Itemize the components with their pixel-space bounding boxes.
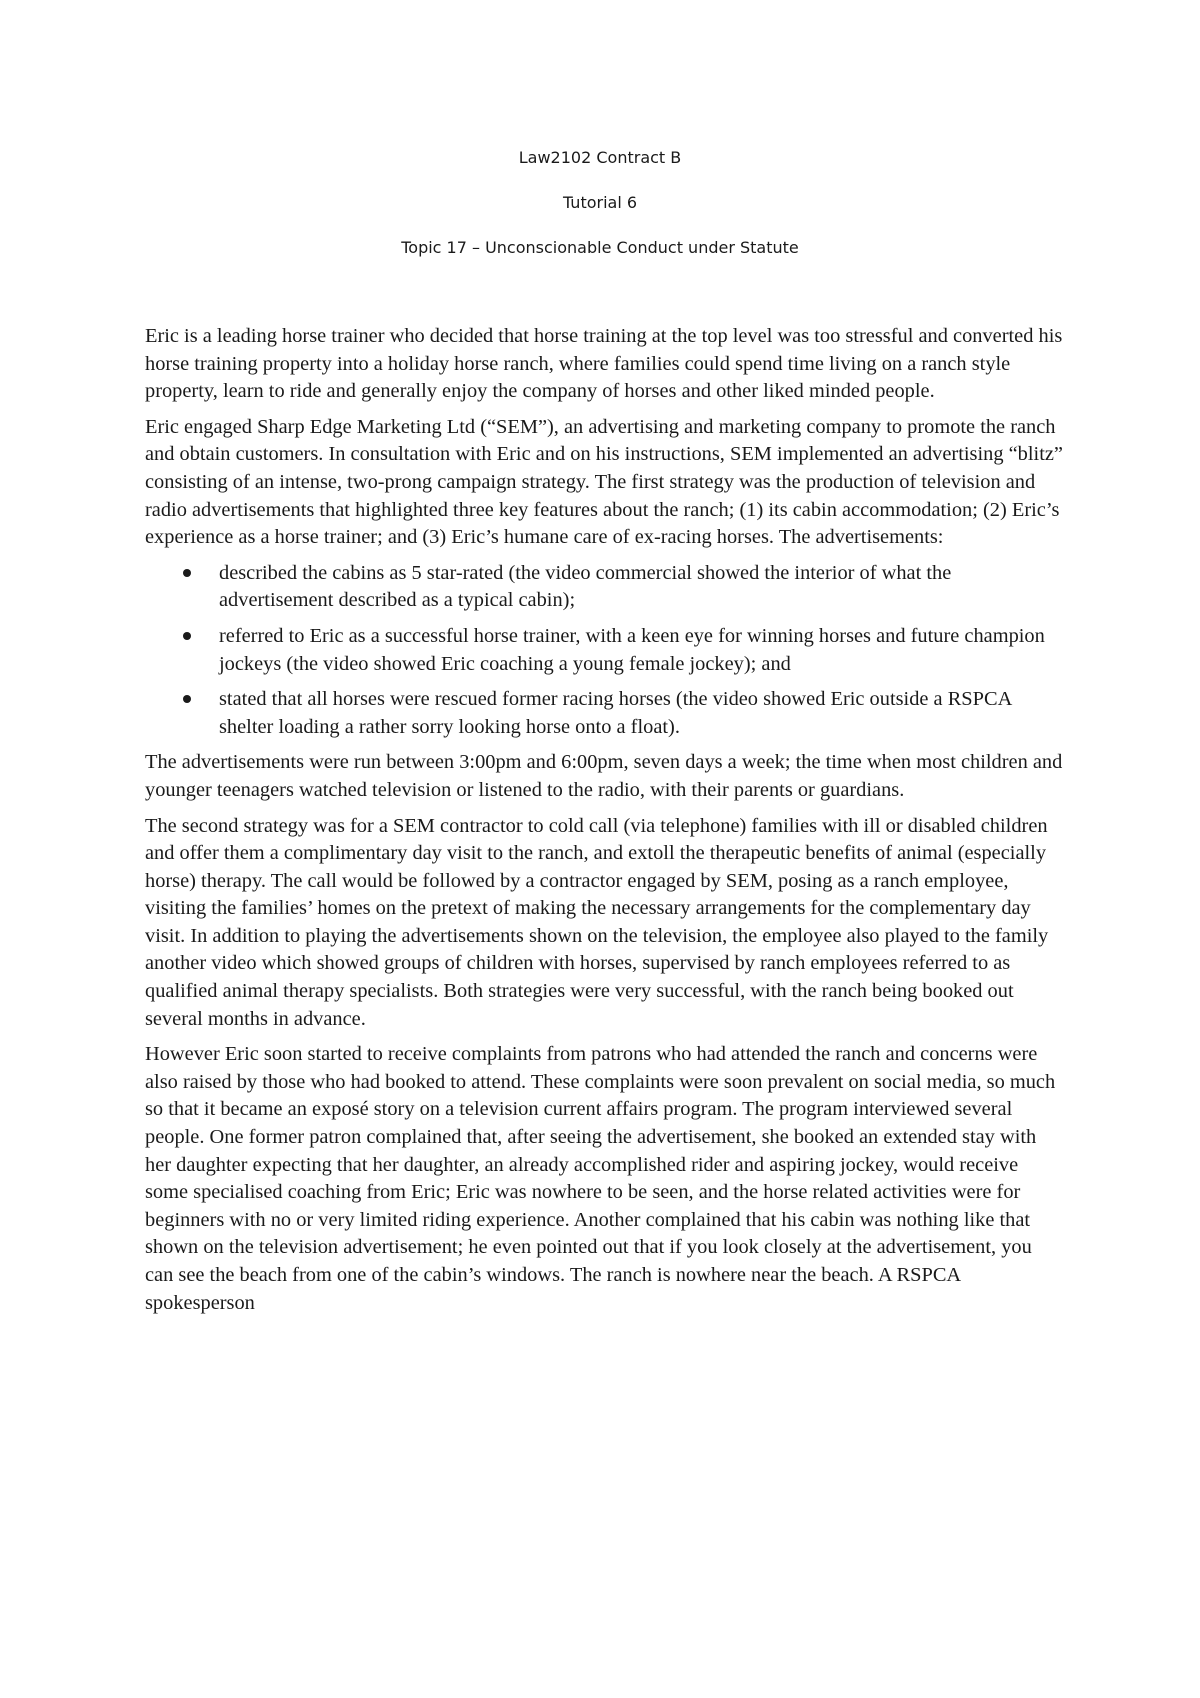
paragraph-second-strategy: The second strategy was for a SEM contractor to cold call (via telephone) families with ill or disabled children and offer them a complimentary day visit to the ranch, and extoll the therapeutic benefits of animal (especially horse) therapy. The call would be followed by a contractor engaged by SEM, posing as a ranch employee, visiting the families’ homes on the pretext of making the necessary arrangements for the complementary day visit. In addition to playing the advertisements shown on the television, the employee also played to the family another video which showed groups of children with horses, supervised by ranch employees referred to as qualified animal therapy specialists. Both strategies were very successful, with the ranch being booked out several months in advance. xyxy=(145,814,1049,1030)
paragraph-intro: Eric is a leading horse trainer who decided that horse training at the top level was too stressful and converted his horse training property into a holiday horse ranch, where families could spend time living on a ranch style property, learn to ride and generally enjoy the company of horses and other liked minded people. xyxy=(145,325,1063,403)
list-item xyxy=(145,686,1065,741)
list-item-text: described the cabins as 5 star-rated (the video commercial showed the interior of what the advertisement described as a typical cabin); xyxy=(219,561,952,612)
topic-title: Topic 17 – Unconscionable Conduct under Statute xyxy=(401,238,799,257)
list-item-text: referred to Eric as a successful horse trainer, with a keen eye for winning horses and future champion jockeys (the video showed Eric coaching a young female jockey); and xyxy=(219,624,1045,675)
paragraph-sem-engagement: Eric engaged Sharp Edge Marketing Ltd (“SEM”), an advertising and marketing company to promote the ranch and obtain customers. In consultation with Eric and on his instructions, SEM implemented an advertising “blitz” consisting of an intense, two-prong campaign strategy. The first strategy was the production of television and radio advertisements that highlighted three key features about the ranch; (1) its cabin accommodation; (2) Eric’s experience as a horse trainer; and (3) Eric’s humane care of ex-racing horses. The advertisements: xyxy=(145,415,1063,549)
bullet-icon xyxy=(183,695,191,703)
tutorial-title: Tutorial 6 xyxy=(562,193,638,212)
document-body xyxy=(145,323,1065,1325)
paragraph-complaints: However Eric soon started to receive complaints from patrons who had attended the ranch and concerns were also raised by those who had booked to attend. These complaints were soon prevalent on social media, so much so that it became an exposé story on a television current affairs program. The program interviewed several people. One former patron complained that, after seeing the advertisement, she booked an extended stay with her daughter expecting that her daughter, an already accomplished rider and aspiring jockey, would receive some specialised coaching from Eric; Eric was nowhere to be seen, and the horse related activities were for beginners with no or very limited riding experience. Another complained that his cabin was nothing like that shown on the television advertisement; he even pointed out that if you look closely at the advertisement, you can see the beach from one of the cabin’s windows. The ranch is nowhere near the beach. A RSPCA spokesperson xyxy=(145,1043,1056,1314)
list-item xyxy=(145,623,1065,678)
list-item xyxy=(145,560,1065,615)
bullet-icon xyxy=(183,632,191,640)
advertisement-claims-list xyxy=(145,560,1065,742)
bullet-icon xyxy=(183,569,191,577)
document-header xyxy=(0,148,1200,283)
list-item-text: stated that all horses were rescued former racing horses (the video showed Eric outside a RSPCA shelter loading a rather sorry looking horse onto a float). xyxy=(219,688,1012,738)
paragraph-broadcast-times: The advertisements were run between 3:00pm and 6:00pm, seven days a week; the time when most children and younger teenagers watched television or listened to the radio, with their parents or guardians. xyxy=(145,751,1063,801)
course-title: Law2102 Contract B xyxy=(518,148,682,167)
